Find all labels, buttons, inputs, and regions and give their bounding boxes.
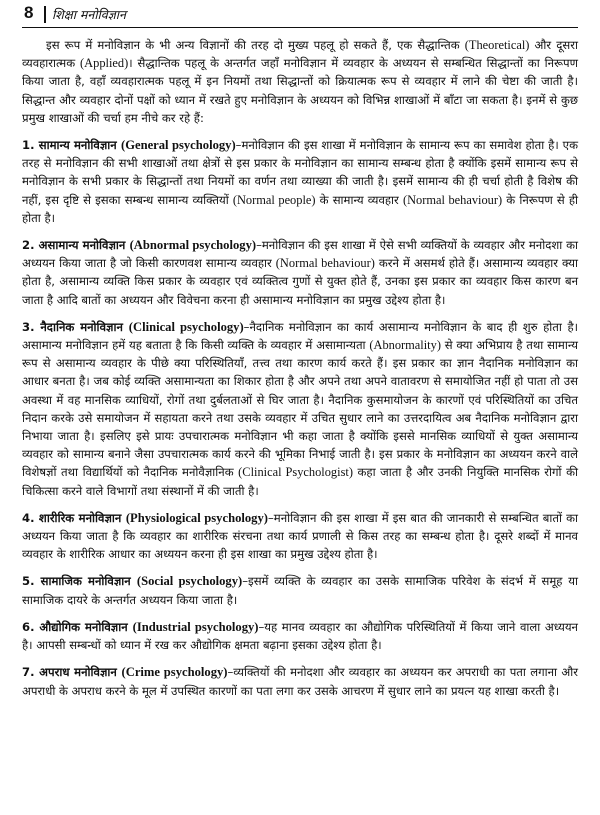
heading-hindi: 2. असामान्य मनोविज्ञान	[22, 238, 126, 253]
text: –नैदानिक मनोविज्ञान का कार्य असामान्य मनोविज्ञान के बाद ही शुरु होता है। असामान्य मनोविज्ञान हमें यह बताता है कि किसी व्यक्ति के व्यवहार में असामान्यता	[22, 319, 579, 353]
text: । सैद्धान्तिक पहलू के अन्तर्गत जहाँ मनोविज्ञान में व्यवहार के अध्ययन से सम्बन्धित सिद्धान्तों का निरूपण किया जाता है, वहाँ व्यवहारात्मक पहलू में इन नियमों तथा सिद्धान्तों को क्रियात्मक रूप से व्यवहार में लाने की चेष्टा की जाती है। सिद्धान्त और व्यवहार दोनों पक्षों को ध्यान में रखते हुए मनोविज्ञान के अध्ययन को विभिन्न शाखाओं में बाँटा जा सकता है। इनमें से कुछ प्रमुख शाखाओं की चर्चा हम नीचे कर रहे हैं:	[22, 56, 579, 125]
heading-english: (Abnormal psychology)	[129, 238, 257, 253]
english-term: (Normal people)	[232, 192, 316, 207]
heading-english: (Clinical psychology)	[128, 319, 244, 334]
section-abnormal-psychology	[22, 236, 578, 309]
page-header	[22, 3, 578, 28]
heading-english: (General psychology)	[121, 138, 236, 153]
section-clinical-psychology	[22, 318, 578, 500]
text: करने में असमर्थ होते हैं। असामान्य व्यवहार क्या होता है, असामान्य व्यक्ति किस प्रकार के व्यवहार एवं व्यक्तित्व गुणों से युक्त होते हैं, उनका इस प्रकार का व्यवहार किस कारण बन जाता है आदि बातों का अध्ययन और विवेचना करना ही असामान्य मनोविज्ञान का प्रमुख उद्देश्य होता है।	[22, 256, 578, 307]
text: के सामान्य व्यवहार	[315, 192, 403, 207]
heading-english: (Social psychology)	[136, 574, 243, 589]
section-heading	[22, 238, 256, 252]
heading-english: (Industrial psychology)	[132, 619, 259, 634]
text: –मनोविज्ञान की इस शाखा में मनोविज्ञान के सामान्य रूप का समावेश होता है। एक तरह से मनोविज्ञान की सभी शाखाओं तथा क्षेत्रों से इस प्रकार के मनोविज्ञान का सामान्य सम्बन्ध होता है क्योंकि इसमें सामान्य रूप से मनोविज्ञान के सभी प्रकार के सिद्धान्तों तथा नियमों का वर्णन तथा व्याख्या की जाती है। इसमें सामान्य की ही चर्चा होती है विशेष की नहीं, इस दृष्टि से इसका सम्बन्ध सामान्य व्यक्तियों	[22, 138, 578, 207]
running-head: शिक्षा मनोविज्ञान	[52, 7, 126, 22]
text: –यह मानव व्यवहार का औद्योगिक परिस्थितियों में किया जाने वाला अध्ययन है। आपसी सम्बन्धों को ध्यान में रख कर औद्योगिक क्षमता बढ़ाना इसका उद्देश्य होता है।	[22, 619, 578, 653]
heading-hindi: 6. औद्योगिक मनोविज्ञान	[22, 619, 128, 634]
header-divider	[44, 6, 46, 23]
section-heading	[22, 138, 236, 152]
heading-hindi: 7. अपराध मनोविज्ञान	[22, 665, 117, 680]
text: –मनोविज्ञान की इस शाखा में इस बात की जानकारी से सम्बन्धित बातों का अध्ययन किया जाता है कि व्यवहार का शारीरिक संरचना तथा कार्य प्रणाली से किस तरह का सम्बन्ध होता है। दूसरे शब्दों में मानव व्यवहार के शारीरिक आधार का अध्ययन करना ही इस शाखा का प्रमुख उद्देश्य होता है।	[22, 510, 579, 562]
heading-hindi: 4. शारीरिक मनोविज्ञान	[22, 510, 122, 525]
section-crime-psychology	[22, 663, 578, 699]
section-general-psychology	[22, 136, 578, 227]
page-content	[22, 36, 578, 700]
section-heading	[22, 665, 227, 679]
text: –मनोविज्ञान की इस शाखा में ऐसे सभी व्यक्तियों के व्यवहार और मनोदशा का अध्ययन किया जाता है जो किसी कारणवश सामान्य व्यवहार	[22, 238, 579, 271]
section-social-psychology	[22, 572, 578, 608]
section-heading	[22, 620, 259, 634]
text: कहा जाता है और उनकी नियुक्ति मानसिक रोगों की चिकित्सा करने वाले विभागों तथा संस्थानों में की जाती है।	[22, 465, 579, 498]
heading-hindi: 3. नैदानिक मनोविज्ञान	[22, 319, 123, 334]
english-term: (Normal behaviour)	[402, 192, 503, 207]
english-term: (Normal behaviour)	[275, 256, 375, 271]
heading-english: (Crime psychology)	[121, 665, 228, 680]
intro-paragraph	[22, 36, 578, 127]
section-industrial-psychology	[22, 618, 578, 654]
english-term: (Theoretical)	[464, 38, 530, 52]
text: और दूसरा व्यवहारात्मक	[22, 38, 579, 71]
heading-english: (Physiological psychology)	[125, 510, 268, 525]
english-term: (Abnormality)	[369, 338, 441, 353]
text: इस रूप में मनोविज्ञान के भी अन्य विज्ञानों की तरह दो मुख्य पहलू हो सकते हैं, एक सैद्धान्तिक	[46, 38, 465, 52]
section-heading	[22, 574, 242, 588]
english-term: (Applied)	[80, 56, 129, 71]
heading-hindi: 5. सामाजिक मनोविज्ञान	[22, 574, 131, 589]
section-physiological-psychology	[22, 509, 578, 564]
heading-hindi: 1. सामान्य मनोविज्ञान	[22, 138, 117, 153]
section-heading	[22, 320, 244, 334]
text: से क्या अभिप्राय है तथा सामान्य रूप से असामान्य व्यवहार के पीछे क्या परिस्थितियाँ, तत्त्व तथा कारण कार्य करते हैं। इस प्रकार का ज्ञान नैदानिक मनोविज्ञान का आधार बनता है। जब कोई व्यक्ति असामान्यता का शिकार होता है और अपने तथा अपने वातावरण से समायोजित नहीं हो पाता तो उस अवस्था में वह मानसिक व्याधियों, रोगों तथा दुर्बलताओं से घिर जाता है। नैदानिक कुसमायोजन के कारणों एवं परिस्थितियों का उचित निदान करके उसे समायोजन में सहायता करने तथा उसके व्यवहार में उचित सुधार लाने का उत्तरदायित्व अब नैदानिक मनोविज्ञान द्वारा निभाया जाता है। इसलिए इसे प्रायः उपचारात्मक मनोविज्ञान भी कहा जाता है क्योंकि इससे मानसिक व्याधियों से युक्त असामान्य व्यवहार को सामान्य बनाने जैसा उपचारात्मक कार्य करने की भूमिका निभाई जाती है। इस प्रकार के मनोविज्ञान का अध्ययन करने वाले विशेषज्ञों तथा विद्यार्थियों को नैदानिक मनोवैज्ञानिक	[22, 338, 578, 480]
english-term: (Clinical Psychologist)	[238, 465, 353, 480]
text: –व्यक्तियों की मनोदशा और व्यवहार का अध्ययन कर अपराधी का पता लगाना और अपराधी के अपराध करने के मूल में उपस्थित कारणों का पता लगा कर उसके आचरण में सुधार लाने का प्रयत्न यह शाखा करती है।	[22, 665, 578, 698]
page-number: 8	[24, 3, 34, 22]
section-heading	[22, 511, 268, 525]
text: के निरूपण से ही होता है।	[22, 192, 578, 225]
text: –इसमें व्यक्ति के व्यवहार का उसके सामाजिक परिवेश के संदर्भ में समूह या सामाजिक दायरे के अन्तर्गत अध्ययन किया जाता है।	[22, 574, 578, 607]
